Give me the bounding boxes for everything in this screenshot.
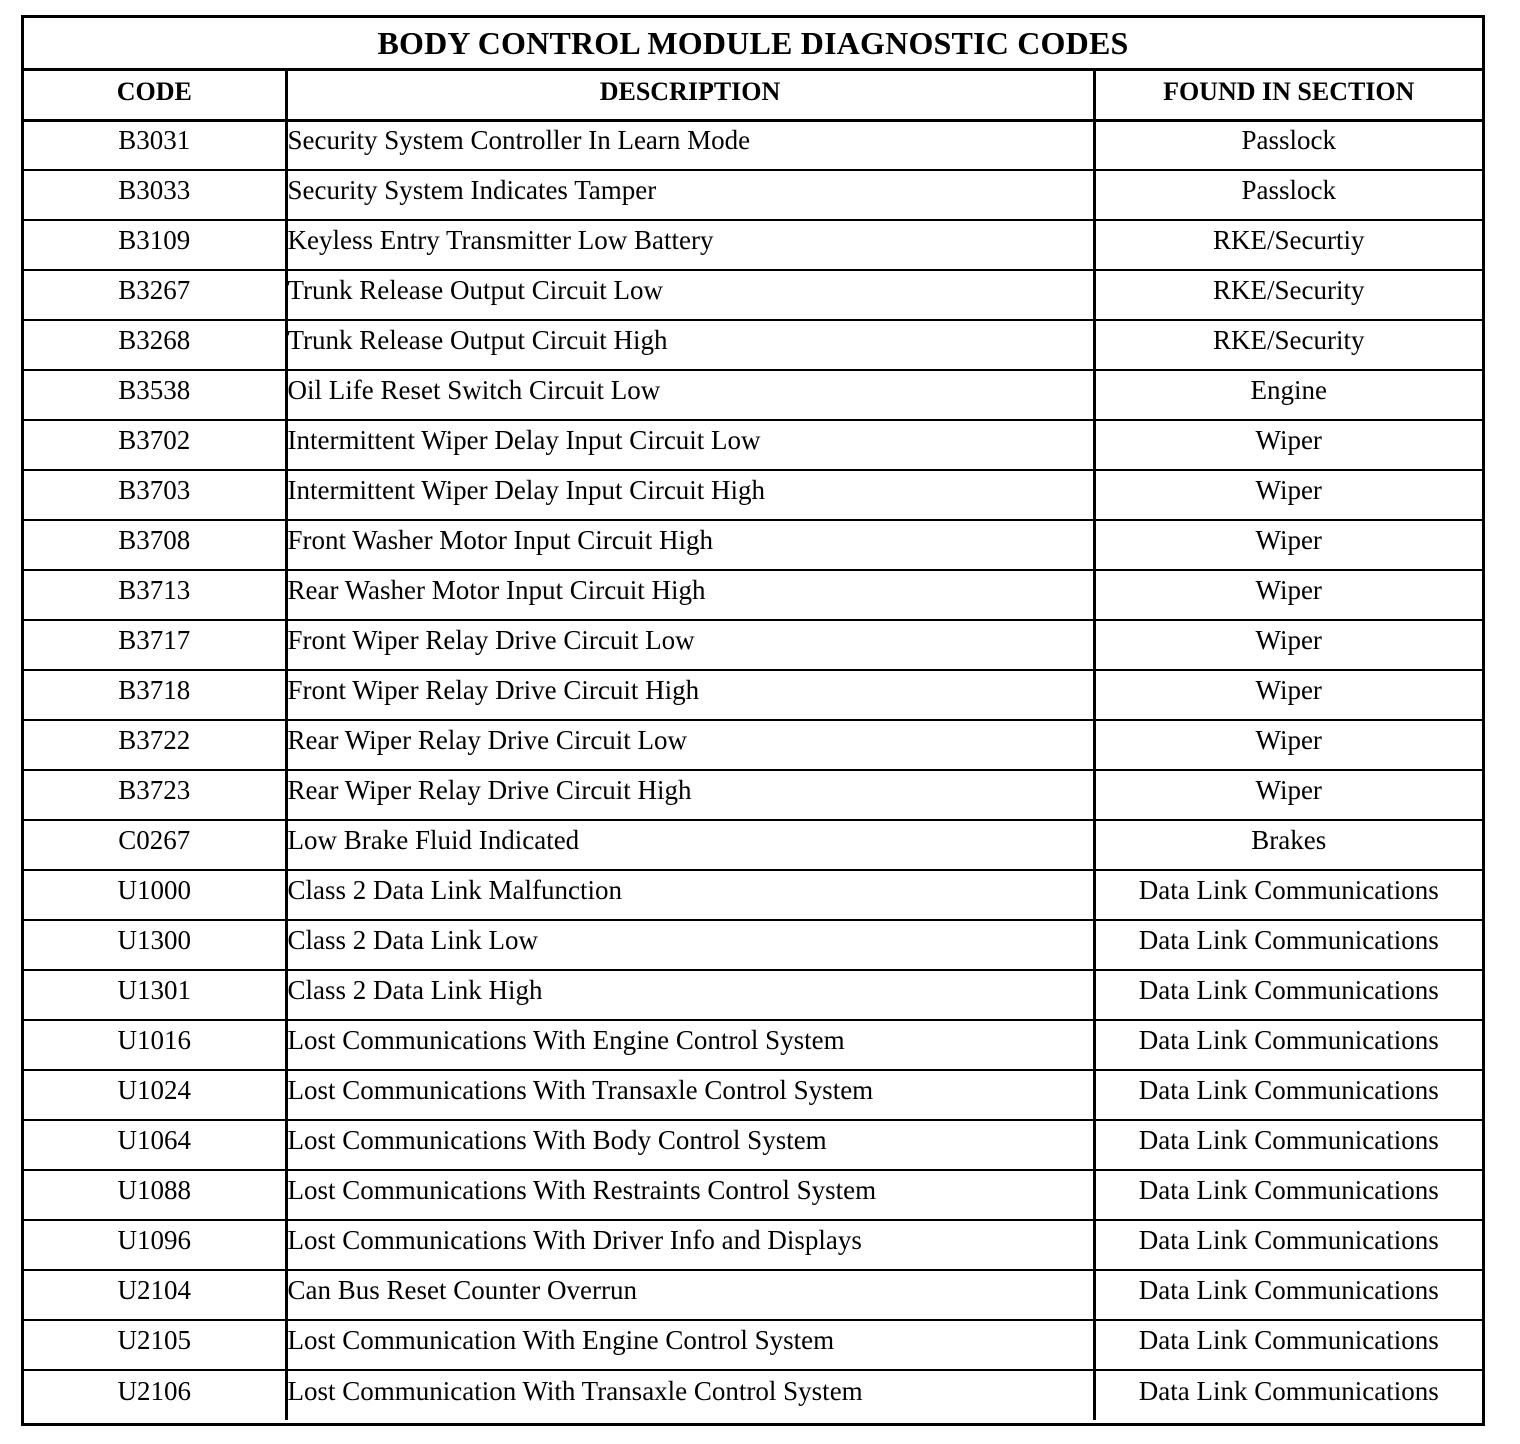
description-cell: Keyless Entry Transmitter Low Battery <box>286 220 1094 270</box>
description-cell: Trunk Release Output Circuit Low <box>286 270 1094 320</box>
description-cell: Class 2 Data Link High <box>286 970 1094 1020</box>
table-row <box>24 1120 1482 1170</box>
code-cell: B3713 <box>24 570 286 620</box>
code-cell: U1024 <box>24 1070 286 1120</box>
table-row <box>24 920 1482 970</box>
description-cell: Class 2 Data Link Malfunction <box>286 870 1094 920</box>
section-cell: RKE/Securtiy <box>1094 220 1482 270</box>
section-cell: Wiper <box>1094 570 1482 620</box>
table-row <box>24 720 1482 770</box>
description-cell: Oil Life Reset Switch Circuit Low <box>286 370 1094 420</box>
section-cell: Wiper <box>1094 620 1482 670</box>
section-cell: Data Link Communications <box>1094 870 1482 920</box>
table-body <box>24 120 1482 1420</box>
description-cell: Security System Controller In Learn Mode <box>286 120 1094 170</box>
table-title: BODY CONTROL MODULE DIAGNOSTIC CODES <box>24 18 1482 71</box>
description-cell: Lost Communications With Transaxle Control System <box>286 1070 1094 1120</box>
diagnostic-codes-document <box>21 15 1485 1426</box>
code-cell: U1000 <box>24 870 286 920</box>
table-row <box>24 470 1482 520</box>
table-row <box>24 1020 1482 1070</box>
section-cell: Wiper <box>1094 720 1482 770</box>
code-cell: U1301 <box>24 970 286 1020</box>
table-row <box>24 120 1482 170</box>
description-cell: Intermittent Wiper Delay Input Circuit Low <box>286 420 1094 470</box>
section-cell: Wiper <box>1094 770 1482 820</box>
section-cell: Brakes <box>1094 820 1482 870</box>
section-cell: Data Link Communications <box>1094 970 1482 1020</box>
table-row <box>24 270 1482 320</box>
section-cell: RKE/Security <box>1094 270 1482 320</box>
code-cell: U1064 <box>24 1120 286 1170</box>
section-cell: Data Link Communications <box>1094 1120 1482 1170</box>
code-cell: B3703 <box>24 470 286 520</box>
section-cell: Data Link Communications <box>1094 1070 1482 1120</box>
description-cell: Lost Communications With Body Control System <box>286 1120 1094 1170</box>
section-cell: Data Link Communications <box>1094 1170 1482 1220</box>
code-cell: B3109 <box>24 220 286 270</box>
code-cell: U2104 <box>24 1270 286 1320</box>
description-cell: Lost Communications With Restraints Control System <box>286 1170 1094 1220</box>
description-cell: Rear Wiper Relay Drive Circuit Low <box>286 720 1094 770</box>
section-cell: Wiper <box>1094 670 1482 720</box>
table-row <box>24 1070 1482 1120</box>
column-header-code: CODE <box>24 71 286 120</box>
code-cell: B3723 <box>24 770 286 820</box>
code-cell: C0267 <box>24 820 286 870</box>
table-row <box>24 220 1482 270</box>
code-cell: U1088 <box>24 1170 286 1220</box>
table-row <box>24 770 1482 820</box>
description-cell: Intermittent Wiper Delay Input Circuit High <box>286 470 1094 520</box>
table-row <box>24 1370 1482 1420</box>
code-cell: B3267 <box>24 270 286 320</box>
table-row <box>24 1270 1482 1320</box>
code-cell: B3538 <box>24 370 286 420</box>
section-cell: Data Link Communications <box>1094 1320 1482 1370</box>
code-cell: B3722 <box>24 720 286 770</box>
description-cell: Front Wiper Relay Drive Circuit Low <box>286 620 1094 670</box>
section-cell: Data Link Communications <box>1094 920 1482 970</box>
section-cell: Data Link Communications <box>1094 1020 1482 1070</box>
section-cell: Wiper <box>1094 420 1482 470</box>
description-cell: Security System Indicates Tamper <box>286 170 1094 220</box>
table-row <box>24 370 1482 420</box>
table-row <box>24 320 1482 370</box>
section-cell: Passlock <box>1094 120 1482 170</box>
diagnostic-codes-table <box>24 71 1482 1420</box>
section-cell: Data Link Communications <box>1094 1270 1482 1320</box>
description-cell: Can Bus Reset Counter Overrun <box>286 1270 1094 1320</box>
description-cell: Lost Communication With Engine Control System <box>286 1320 1094 1370</box>
table-row <box>24 870 1482 920</box>
code-cell: B3702 <box>24 420 286 470</box>
description-cell: Front Wiper Relay Drive Circuit High <box>286 670 1094 720</box>
table-row <box>24 520 1482 570</box>
column-header-description: DESCRIPTION <box>286 71 1094 120</box>
section-cell: RKE/Security <box>1094 320 1482 370</box>
table-row <box>24 1320 1482 1370</box>
section-cell: Engine <box>1094 370 1482 420</box>
table-row <box>24 970 1482 1020</box>
description-cell: Front Washer Motor Input Circuit High <box>286 520 1094 570</box>
description-cell: Trunk Release Output Circuit High <box>286 320 1094 370</box>
description-cell: Lost Communication With Transaxle Control System <box>286 1370 1094 1420</box>
description-cell: Rear Wiper Relay Drive Circuit High <box>286 770 1094 820</box>
section-cell: Wiper <box>1094 470 1482 520</box>
code-cell: U1300 <box>24 920 286 970</box>
table-row <box>24 820 1482 870</box>
section-cell: Passlock <box>1094 170 1482 220</box>
code-cell: B3717 <box>24 620 286 670</box>
table-row <box>24 1220 1482 1270</box>
code-cell: U2105 <box>24 1320 286 1370</box>
table-row <box>24 170 1482 220</box>
description-cell: Lost Communications With Driver Info and Displays <box>286 1220 1094 1270</box>
section-cell: Data Link Communications <box>1094 1220 1482 1270</box>
section-cell: Data Link Communications <box>1094 1370 1482 1420</box>
table-row <box>24 570 1482 620</box>
table-row <box>24 620 1482 670</box>
description-cell: Rear Washer Motor Input Circuit High <box>286 570 1094 620</box>
code-cell: U1096 <box>24 1220 286 1270</box>
table-row <box>24 1170 1482 1220</box>
header-row <box>24 71 1482 120</box>
code-cell: B3718 <box>24 670 286 720</box>
description-cell: Lost Communications With Engine Control System <box>286 1020 1094 1070</box>
code-cell: B3268 <box>24 320 286 370</box>
code-cell: U2106 <box>24 1370 286 1420</box>
table-row <box>24 670 1482 720</box>
table-row <box>24 420 1482 470</box>
section-cell: Wiper <box>1094 520 1482 570</box>
code-cell: U1016 <box>24 1020 286 1070</box>
code-cell: B3031 <box>118 125 191 156</box>
description-cell: Low Brake Fluid Indicated <box>286 820 1094 870</box>
description-cell: Class 2 Data Link Low <box>286 920 1094 970</box>
code-cell: B3708 <box>24 520 286 570</box>
code-cell: B3033 <box>24 170 286 220</box>
column-header-section: FOUND IN SECTION <box>1094 71 1482 120</box>
